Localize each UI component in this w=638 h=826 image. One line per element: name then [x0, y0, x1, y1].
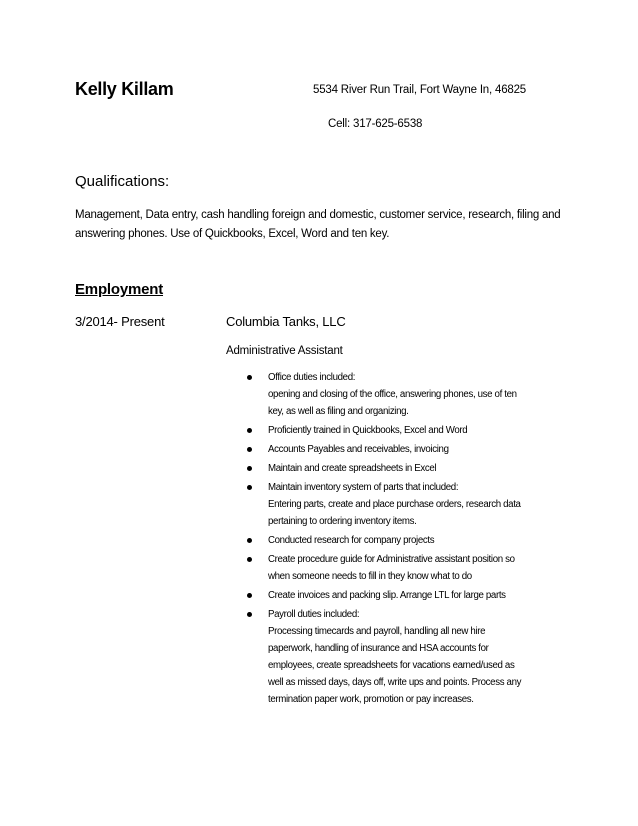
duty-text: Maintain inventory system of parts that included:	[268, 482, 459, 493]
job-dates: 3/2014- Present	[75, 314, 165, 329]
bullet-icon	[247, 447, 252, 452]
duty-text: Proficiently trained in Quickbooks, Excel and Word	[268, 425, 468, 436]
duty-text: Accounts Payables and receivables, invoicing	[268, 444, 449, 455]
duty-item	[247, 606, 577, 708]
duty-item	[247, 532, 577, 549]
duty-item	[247, 441, 577, 458]
bullet-icon	[247, 466, 252, 471]
duty-text: Maintain and create spreadsheets in Excel	[268, 463, 437, 474]
duty-text: Office duties included:	[268, 372, 356, 383]
bullet-icon	[247, 485, 252, 490]
qualifications-heading: Qualifications:	[75, 173, 170, 190]
bullet-icon	[247, 428, 252, 433]
bullet-icon	[247, 375, 252, 380]
duty-text: Create invoices and packing slip. Arrange LTL for large parts	[268, 590, 506, 601]
duty-detail: Processing timecards and payroll, handling all new hire paperwork, handling of insurance and HSA accounts for employees, create spreadsheets for vacations earned/used as well as missed days, days off, write ups and points. Process any termination paper work, promotion or pay increases.	[268, 626, 522, 705]
duty-item	[247, 422, 577, 439]
duty-item	[247, 369, 577, 420]
duty-detail: Entering parts, create and place purchase orders, research data pertaining to ordering inventory items.	[268, 499, 521, 527]
duty-item	[247, 479, 577, 530]
duty-detail: opening and closing of the office, answering phones, use of ten key, as well as filing and organizing.	[268, 389, 517, 417]
bullet-icon	[247, 557, 252, 562]
duty-text: Conducted research for company projects	[268, 535, 435, 546]
applicant-name: Kelly Killam	[75, 79, 174, 99]
bullet-icon	[247, 538, 252, 543]
duty-text: Payroll duties included:	[268, 609, 360, 620]
cell-phone: Cell: 317-625-6538	[328, 118, 423, 130]
duties-list	[247, 369, 577, 710]
job-title: Administrative Assistant	[226, 345, 343, 357]
bullet-icon	[247, 593, 252, 598]
duty-item	[247, 460, 577, 477]
bullet-icon	[247, 612, 252, 617]
job-company: Columbia Tanks, LLC	[226, 314, 346, 329]
qualifications-text: Management, Data entry, cash handling foreign and domestic, customer service, research, filing and answering phones. Use of Quickbooks, Excel, Word and ten key.	[75, 209, 561, 240]
duty-text: Create procedure guide for Administrative assistant position so when someone needs to fill in they know what to do	[268, 554, 515, 582]
duty-item	[247, 551, 577, 585]
address: 5534 River Run Trail, Fort Wayne In, 46825	[313, 84, 526, 96]
duty-item	[247, 587, 577, 604]
employment-heading: Employment	[75, 281, 164, 298]
